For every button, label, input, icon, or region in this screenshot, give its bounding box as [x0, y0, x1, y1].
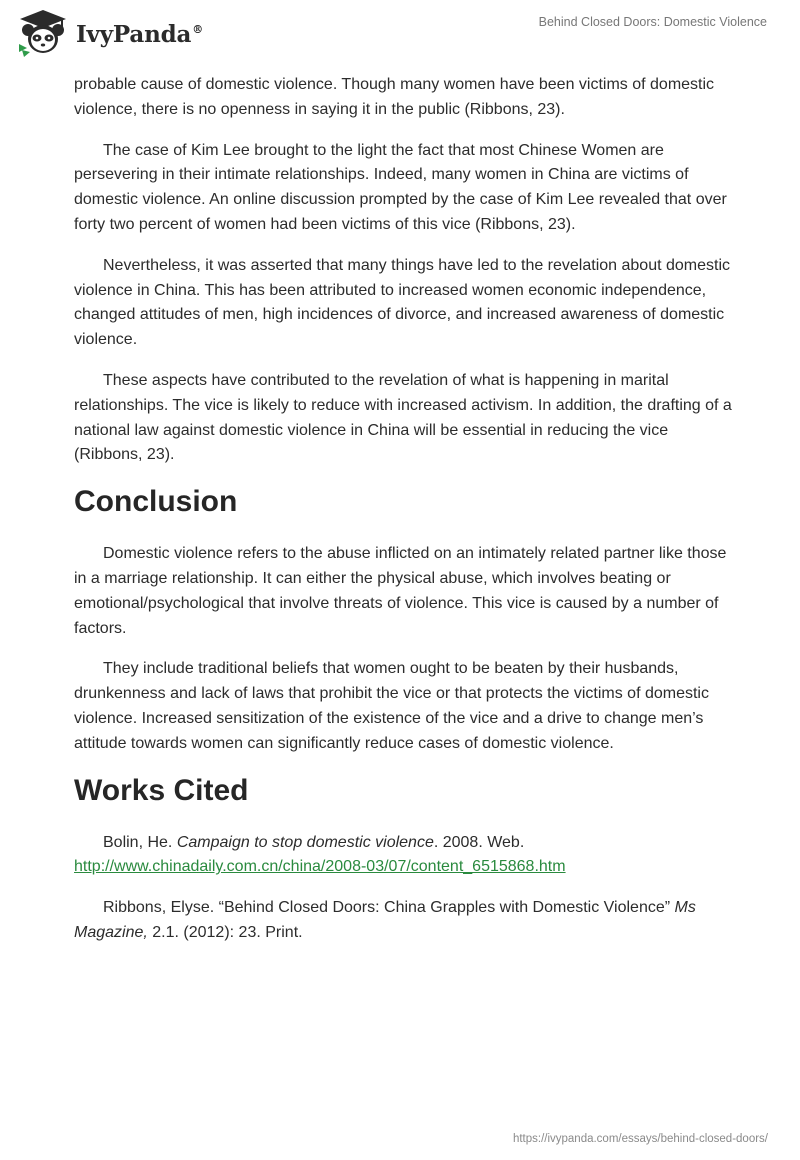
conclusion-heading: Conclusion — [74, 485, 238, 519]
citation-ribbons — [74, 896, 734, 946]
conclusion-paragraph-2: They include traditional beliefs that women ought to be beaten by their husbands, drunkenness and lack of laws that prohibit the vice or that protects the victims of domestic violence. Increased sensitization of the existence of the vice and a drive to change men’s attitude towards women can significantly reduce cases of domestic violence. — [74, 660, 709, 752]
citation-url-link[interactable]: http://www.chinadaily.com.cn/china/2008-03/07/content_6515868.htm — [74, 858, 566, 876]
essay-content — [74, 73, 734, 962]
citation-details: 2.1. (2012): 23. Print. — [147, 923, 303, 941]
page-header — [0, 0, 800, 70]
paragraph-nevertheless: Nevertheless, it was asserted that many things have led to the revelation about domestic violence in China. This has been attributed to increased women economic independence, changed attitudes of men, high incidences of divorce, and increased awareness of domestic violence. — [74, 256, 731, 349]
citation-title: Campaign to stop domestic violence — [176, 833, 434, 851]
paragraph-kim-lee: The case of Kim Lee brought to the light the fact that most Chinese Women are persevering in their intimate relationships. Indeed, many women in China are victims of domestic violence. An online discussion prompted by the case of Kim Lee revealed that over forty two percent of women had been victims of this vice (Ribbons, 23). — [74, 141, 727, 233]
citation-bolin — [74, 831, 734, 881]
citation-journal: Ms Magazine, — [74, 899, 696, 941]
conclusion-paragraph-1: Domestic violence refers to the abuse inflicted on an intimately related partner like those in a marriage relationship. It can either the physical abuse, which involves beating or emotional/psychological that involve threats of violence. This vice is caused by a number of factors. — [74, 545, 727, 637]
citation-author-title: Ribbons, Elyse. “Behind Closed Doors: China Grapples with Domestic Violence” — [103, 899, 675, 917]
brand-name: IvyPanda® — [76, 20, 203, 48]
panda-graduate-icon — [16, 8, 70, 58]
ivypanda-logo[interactable] — [16, 8, 203, 58]
paragraph-continued: probable cause of domestic violence. Though many women have been victims of domestic violence, there is no openness in saying it in the public (Ribbons, 23). — [74, 76, 715, 118]
footer-source-url[interactable]: https://ivypanda.com/essays/behind-closed-doors/ — [512, 1133, 768, 1145]
works-cited-heading: Works Cited — [74, 773, 249, 807]
citation-author: Bolin, He. — [103, 833, 177, 851]
paragraph-aspects: These aspects have contributed to the revelation of what is happening in marital relationships. The vice is likely to reduce with increased activism. In addition, the drafting of a national law against domestic violence in China will be essential in reducing the vice (Ribbons, 23). — [74, 371, 732, 464]
citation-details: . 2008. Web. — [433, 833, 525, 851]
document-title: Behind Closed Doors: Domestic Violence — [538, 15, 767, 29]
